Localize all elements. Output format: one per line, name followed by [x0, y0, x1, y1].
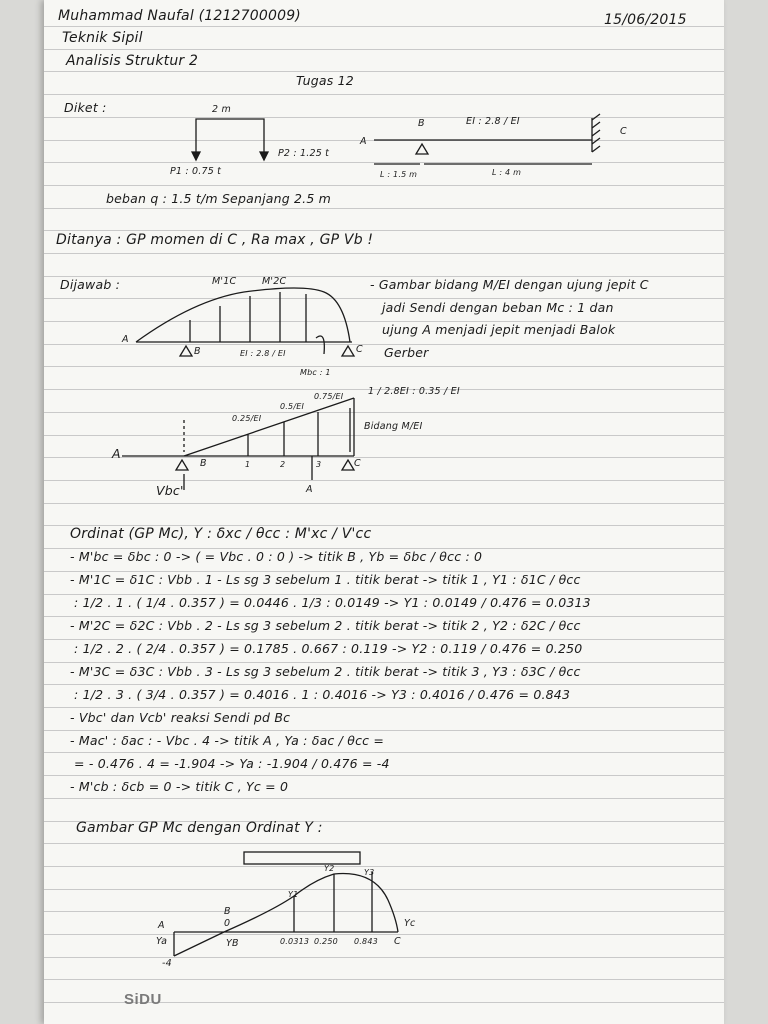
gp-node-b: B — [224, 906, 231, 917]
gp-b-zero: 0 — [224, 918, 231, 929]
value-3: 0.75/EI — [314, 392, 344, 401]
dij-node-a: A — [122, 334, 129, 345]
value-2: 0.5/EI — [280, 402, 305, 411]
gp-mc-sketch — [174, 852, 398, 956]
d2-tick-3: 3 — [316, 460, 322, 469]
gp-yb: YB — [226, 938, 239, 949]
gp-y3: Y3 — [364, 868, 375, 877]
diket-ei: EI : 2.8 / EI — [466, 116, 520, 127]
gp-v2: 0.250 — [314, 937, 338, 946]
value-1: 0.25/EI — [232, 414, 262, 423]
p2-label: P2 : 1.25 t — [278, 148, 330, 159]
brand-watermark: SiDU — [124, 991, 162, 1008]
date: 15/06/2015 — [604, 12, 687, 28]
diket-node-c: C — [620, 126, 627, 137]
note-line-4: Gerber — [384, 345, 429, 360]
diket-l2: L : 4 m — [492, 168, 522, 177]
note-line-2: jadi Sendi dengan beban Mc : 1 dan — [382, 300, 614, 315]
d2-node-b: B — [200, 458, 207, 469]
notebook-page — [44, 0, 724, 1024]
ordinat-line: : 1/2 . 3 . ( 3/4 . 0.357 ) = 0.4016 . 1 : 0.4016 -> Y3 : 0.4016 / 0.476 = 0.843 — [74, 687, 571, 702]
note-line-1: - Gambar bidang M/EI dengan ujung jepit C — [370, 277, 649, 292]
ordinat-line: - M'cb : δcb = 0 -> titik C , Yc = 0 — [70, 779, 289, 794]
ratio-label: 1 / 2.8EI : 0.35 / EI — [368, 386, 460, 397]
m-ei-sketch — [136, 288, 354, 356]
student-name: Muhammad Naufal (1212700009) — [58, 8, 301, 24]
mbc-label: Mbc : 1 — [300, 368, 331, 377]
ordinat-line: - M'1C = δ1C : Vbb . 1 - Ls sg 3 sebelum 1 . titik berat -> titik 1 , Y1 : δ1C / θcc — [70, 572, 581, 587]
dij-node-c: C — [356, 344, 363, 355]
dijawab-label: Dijawab : — [60, 277, 121, 292]
bidang-m-ei-sketch — [122, 398, 354, 490]
diket-node-b: B — [418, 118, 425, 129]
diket-l1: L : 1.5 m — [380, 170, 418, 179]
gp-node-c: C — [394, 936, 401, 947]
gp-minus4: -4 — [162, 958, 172, 969]
ordinat-line: - M'2C = δ2C : Vbb . 2 - Ls sg 3 sebelum 2 . titik berat -> titik 2 , Y2 : δ2C / θcc — [70, 618, 581, 633]
d2-node-a: A — [112, 446, 121, 461]
ditanya-text: Ditanya : GP momen di C , Ra max , GP Vb ! — [56, 232, 374, 248]
dij-node-b: B — [194, 346, 201, 357]
gp-yc: Yc — [404, 918, 416, 929]
note-line-3: ujung A menjadi jepit menjadi Balok — [382, 322, 616, 337]
course-title: Analisis Struktur 2 — [66, 53, 199, 69]
gp-node-a: A — [158, 920, 165, 931]
gp-title: Gambar GP Mc dengan Ordinat Y : — [76, 820, 323, 836]
ordinat-title: Ordinat (GP Mc), Y : δxc / θcc : M'xc / V'cc — [70, 526, 372, 542]
load-description: beban q : 1.5 t/m Sepanjang 2.5 m — [106, 191, 332, 206]
ordinat-line: : 1/2 . 1 . ( 1/4 . 0.357 ) = 0.0446 . 1/3 : 0.0149 -> Y1 : 0.0149 / 0.476 = 0.0313 — [74, 595, 591, 610]
m2c-label: M'2C — [262, 276, 287, 287]
vbc-label: Vbc' — [156, 483, 184, 498]
gp-y1: Y1 — [288, 890, 299, 899]
gp-y2: Y2 — [324, 864, 335, 873]
d2-tick-2: 2 — [280, 460, 286, 469]
department: Teknik Sipil — [62, 30, 143, 46]
diket-node-a: A — [360, 136, 367, 147]
structural-sketches — [44, 0, 724, 1024]
gp-v1: 0.0313 — [280, 937, 310, 946]
p1-label: P1 : 0.75 t — [170, 166, 222, 177]
task-number: Tugas 12 — [296, 73, 354, 88]
d2-tick-1: 1 — [245, 460, 251, 469]
diket-beam-sketch — [374, 114, 600, 164]
ordinat-line: - M'bc = δbc : 0 -> ( = Vbc . 0 : 0 ) -> titik B , Yb = δbc / θcc : 0 — [70, 549, 483, 564]
ordinat-line: : 1/2 . 2 . ( 2/4 . 0.357 ) = 0.1785 . 0.667 : 0.119 -> Y2 : 0.119 / 0.476 = 0.250 — [74, 641, 583, 656]
bidang-label: Bidang M/EI — [364, 421, 423, 432]
d2-reaction-a: A — [306, 484, 313, 495]
diket-label: Diket : — [64, 100, 107, 115]
load-frame-sketch — [192, 119, 268, 160]
ordinat-line: - Mac' : δac : - Vbc . 4 -> titik A , Ya : δac / θcc = — [70, 733, 385, 748]
ordinat-line: - M'3C = δ3C : Vbb . 3 - Ls sg 3 sebelum 2 . titik berat -> titik 3 , Y3 : δ3C / θcc — [70, 664, 581, 679]
d2-node-c: C — [354, 458, 361, 469]
m1c-label: M'1C — [212, 276, 237, 287]
gp-v3: 0.843 — [354, 937, 378, 946]
gp-ya: Ya — [156, 936, 168, 947]
ordinat-line: = - 0.476 . 4 = -1.904 -> Ya : -1.904 / 0.476 = -4 — [74, 756, 390, 771]
span-top-label: 2 m — [212, 104, 231, 115]
ordinat-line: - Vbc' dan Vcb' reaksi Sendi pd Bc — [70, 710, 291, 725]
dij-ei: EI : 2.8 / EI — [240, 349, 286, 358]
